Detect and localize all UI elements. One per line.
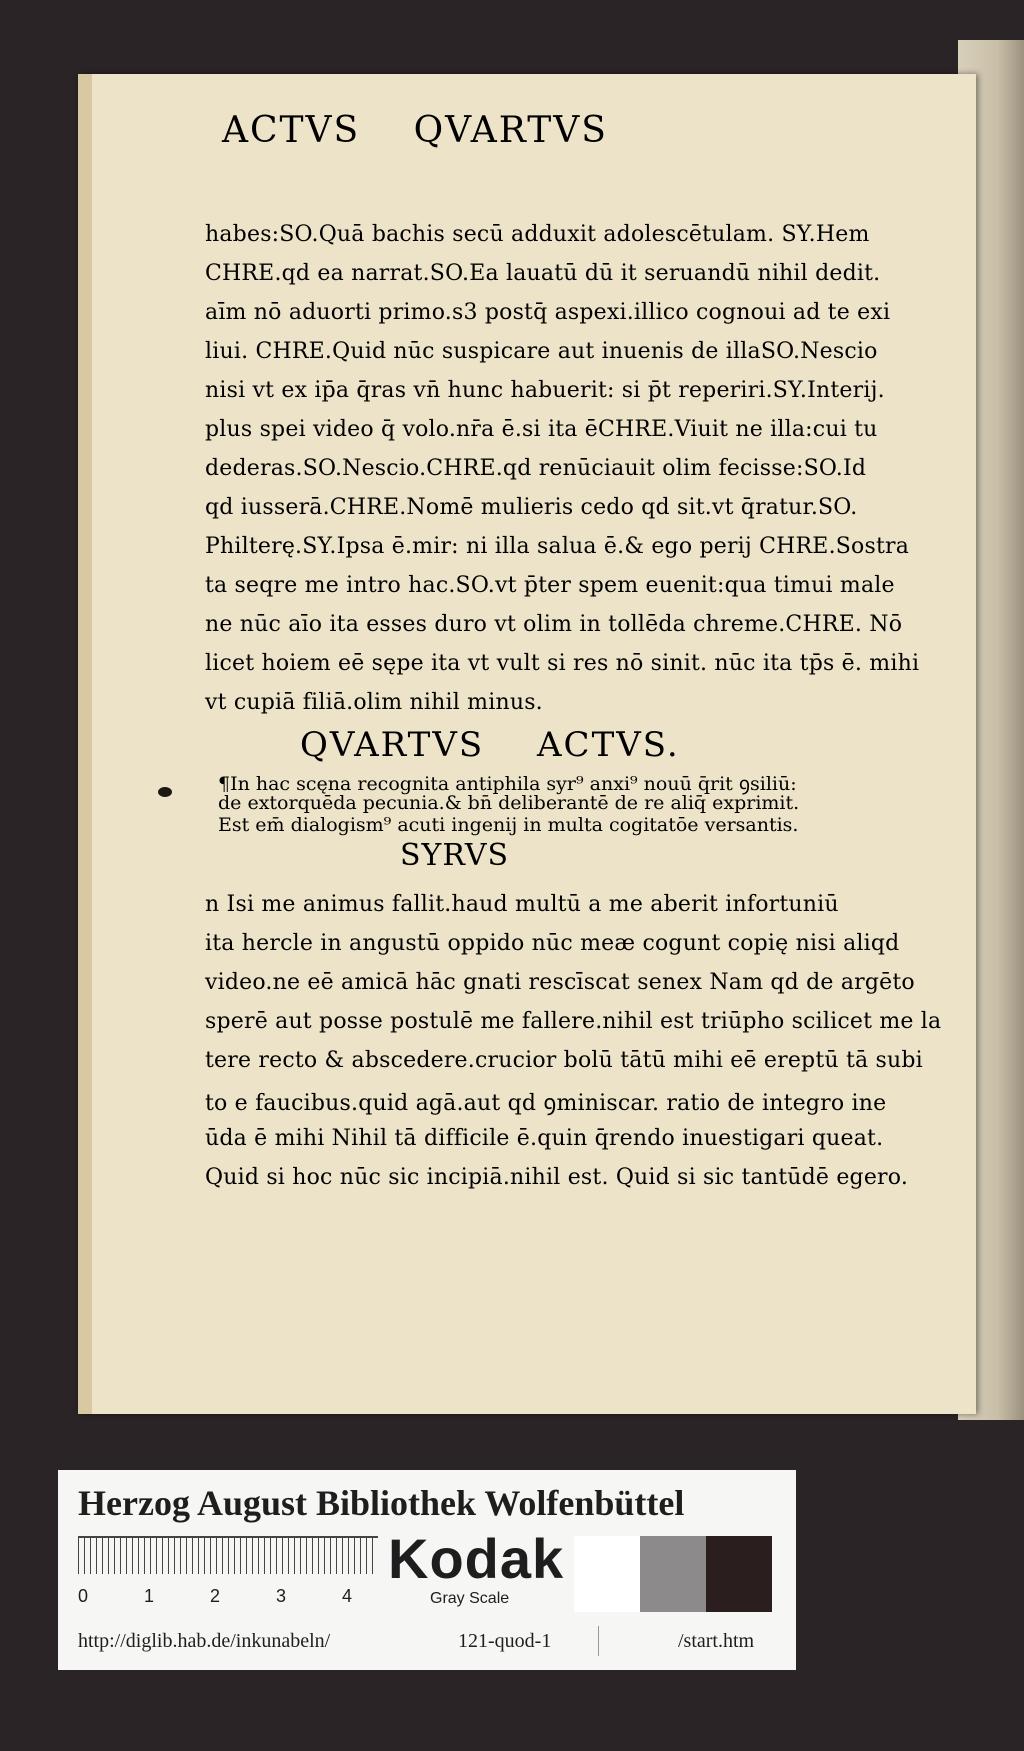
ruler-number: 0 — [78, 1586, 89, 1606]
text-line: ita hercle in angustū oppido nūc meæ cogunt copię nisi aliqd — [205, 931, 900, 956]
ruler-number: 1 — [144, 1586, 155, 1606]
argument-line: ¶In hac scęna recognita antiphila syr⁹ anxi⁹ nouū q̄rit ꝯsiliū: — [218, 773, 797, 795]
text-line: plus spei video q̄ volo.nr̄a ē.si ita ēCHRE.Viuit ne illa:cui tu — [205, 417, 878, 442]
argument-line: Est em̄ dialogism⁹ acuti ingenij in multa cogitatōe versantis. — [218, 814, 799, 836]
text-line: n Isi me animus fallit.haud multū a me aberit infortuniū — [205, 892, 839, 917]
text-line: ta seqre me intro hac.SO.vt p̄ter spem euenit:qua timui male — [205, 573, 895, 598]
text-line: dederas.SO.Nescio.CHRE.qd renūciauit olim fecisse:SO.Id — [205, 456, 867, 481]
text-line: tere recto & abscedere.crucior bolū tātū mihi eē ereptū tā subi — [205, 1048, 923, 1073]
text-line: ne nūc aīo ita esses duro vt olim in tollēda chreme.CHRE. Nō — [205, 612, 903, 637]
url-base: http://diglib.hab.de/inkunabeln/ — [78, 1630, 331, 1652]
text-line: CHRE.qd ea narrat.SO.Ea lauatū dū it seruandū nihil dedit. — [205, 261, 881, 286]
text-line: qd iusserā.CHRE.Nomē mulieris cedo qd sit.vt q̄ratur.SO. — [205, 495, 858, 520]
text-line: video.ne eē amicā hāc gnati rescīscat senex Nam qd de argēto — [205, 970, 915, 995]
text-line: sperē aut posse postulē me fallere.nihil est triūpho scilicet me la — [205, 1009, 942, 1034]
text-line: to e faucibus.quid agā.aut qd ꝯminiscar. ratio de integro ine — [205, 1091, 887, 1116]
ruler-number: 2 — [210, 1586, 221, 1606]
url-id: 121-quod-1 — [458, 1630, 552, 1652]
running-head: ACTVS QVARTVS — [222, 110, 608, 151]
argument-line: de extorquēda pecunia.& bn̄ deliberantē de re aliq̄ exprimit. — [218, 792, 800, 814]
kodak-logo: Kodak — [388, 1527, 565, 1590]
ruler — [78, 1536, 378, 1574]
page-hole — [158, 787, 172, 797]
text-line: nisi vt ex ip̄a q̄ras vn̄ hunc habuerit: si p̄t reperiri.SY.Interij. — [205, 378, 885, 403]
scene-heading: QVARTVS ACTVS. — [300, 725, 680, 765]
black-swatch — [706, 1536, 772, 1612]
speaker-name: SYRVS — [400, 838, 510, 873]
ruler-number: 3 — [276, 1586, 287, 1606]
white-swatch — [574, 1536, 640, 1612]
text-line: ūda ē mihi Nihil tā difficile ē.quin q̄rendo inuestigari queat. — [205, 1126, 884, 1151]
text-line: Philterę.SY.Ipsa ē.mir: ni illa salua ē.& ego perij CHRE.Sostra — [205, 534, 910, 559]
text-line: Quid si hoc nūc sic incipiā.nihil est. Quid si sic tantūdē egero. — [205, 1165, 909, 1190]
ruler-number: 4 — [342, 1586, 353, 1606]
text-line: vt cupiā filiā.olim nihil minus. — [205, 690, 543, 715]
text-line: habes:SO.Quā bachis secū adduxit adolescētulam. SY.Hem — [205, 222, 870, 247]
text-line: aīm nō aduorti primo.s3 postq̄ aspexi.illico cognoui ad te exi — [205, 300, 891, 325]
text-line: liui. CHRE.Quid nūc suspicare aut inuenis de illaSO.Nescio — [205, 339, 878, 364]
gray-scale-label: Gray Scale — [430, 1590, 510, 1607]
library-name: Herzog August Bibliothek Wolfenbüttel — [78, 1483, 685, 1523]
text-line: licet hoiem eē sępe ita vt vult si res nō sinit. nūc ita tp̄s ē. mihi — [205, 651, 920, 676]
color-target-card — [58, 1470, 796, 1670]
url-suffix: /start.htm — [678, 1630, 755, 1652]
gray-swatch — [640, 1536, 706, 1612]
